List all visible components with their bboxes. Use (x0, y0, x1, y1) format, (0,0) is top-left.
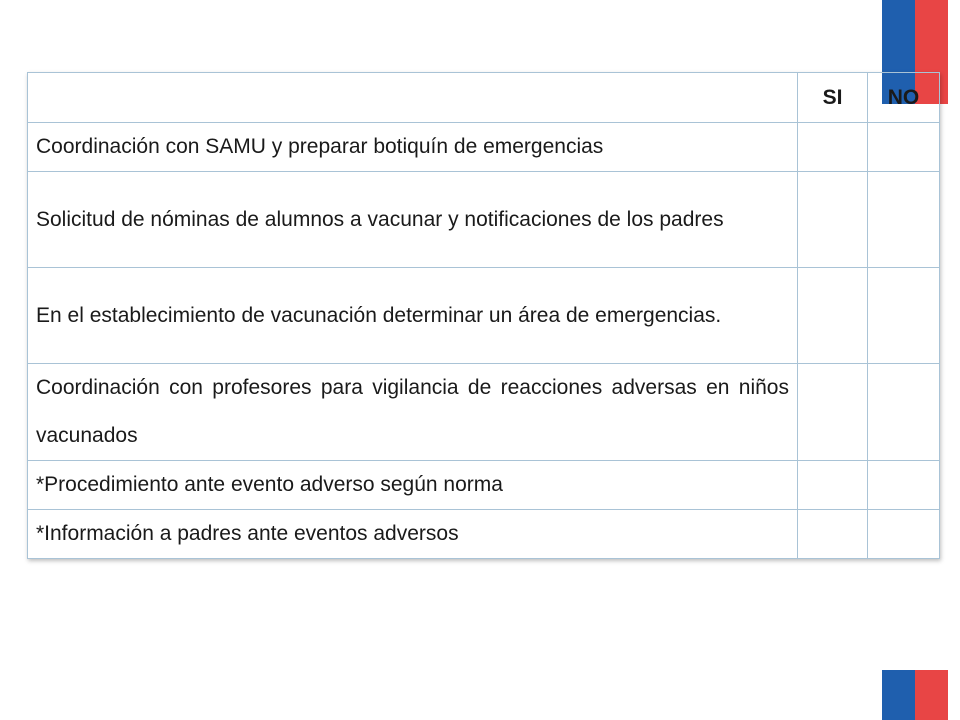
flag-red-stripe (915, 670, 948, 720)
task-cell: En el establecimiento de vacunación determinar un área de emergencias. (28, 268, 798, 364)
si-cell[interactable] (798, 268, 868, 364)
table-row (28, 510, 940, 559)
no-cell[interactable] (868, 172, 940, 268)
header-si: SI (798, 73, 868, 123)
no-cell[interactable] (868, 364, 940, 461)
si-cell[interactable] (798, 123, 868, 172)
table-row (28, 172, 940, 268)
flag-blue-stripe (882, 670, 915, 720)
si-cell[interactable] (798, 364, 868, 461)
table-row (28, 461, 940, 510)
task-cell: *Procedimiento ante evento adverso según norma (28, 461, 798, 510)
no-cell[interactable] (868, 461, 940, 510)
si-cell[interactable] (798, 461, 868, 510)
checklist-table (27, 72, 940, 559)
header-no: NO (868, 73, 940, 123)
si-cell[interactable] (798, 172, 868, 268)
no-cell[interactable] (868, 123, 940, 172)
header-row (28, 73, 940, 123)
task-cell: Coordinación con SAMU y preparar botiquín de emergencias (28, 123, 798, 172)
table-row (28, 268, 940, 364)
task-cell: Solicitud de nóminas de alumnos a vacunar y notificaciones de los padres (28, 172, 798, 268)
table-row (28, 364, 940, 461)
header-task (28, 73, 798, 123)
flag-decoration-bottom (882, 670, 948, 720)
table-row (28, 123, 940, 172)
si-cell[interactable] (798, 510, 868, 559)
no-cell[interactable] (868, 510, 940, 559)
no-cell[interactable] (868, 268, 940, 364)
task-cell: *Información a padres ante eventos adversos (28, 510, 798, 559)
task-cell: Coordinación con profesores para vigilancia de reacciones adversas en niños vacunados (28, 364, 798, 461)
